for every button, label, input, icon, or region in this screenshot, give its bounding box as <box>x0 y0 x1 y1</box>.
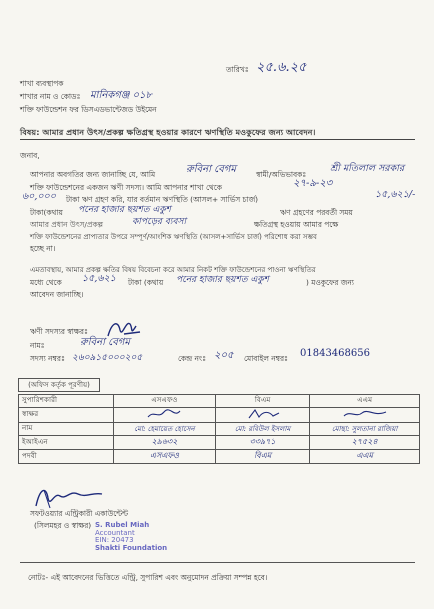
table-header: বিএম <box>215 395 309 408</box>
table-row <box>19 450 420 464</box>
p2-line3-text: আবেদন জানাচ্ছি। <box>30 290 84 299</box>
date-value: ২৫.৬.২৫ <box>256 60 307 75</box>
row-label: নাম <box>19 423 114 436</box>
table-header: সুপারিশকারী <box>19 395 114 408</box>
am-name: মোছা: সুলতানা রাজিয়া <box>310 423 420 436</box>
balance-in-words: পনের হাজার ছয়শত একুশ <box>78 205 171 215</box>
member-no-label: সদস্য নম্বরঃ <box>30 354 65 363</box>
p2-line2-text: মধ্যে থেকে <box>30 278 62 287</box>
waiver-amount: ১৫,৬২১ <box>82 273 116 284</box>
table-header-row <box>19 395 420 408</box>
bm-ein: ৩৩৯৭১ <box>215 436 309 450</box>
p2-line2-mid: টাকা (কথায় <box>128 278 164 287</box>
am-signature <box>310 408 420 423</box>
p2-line2-end: ) মওকুফের জন্য <box>306 278 354 287</box>
salutation: জনাব, <box>20 151 40 160</box>
p1-line7-text: হচ্ছে না। <box>30 244 56 253</box>
branch-label: শাখার নাম ও কোডঃ <box>20 92 81 101</box>
table-row <box>19 436 420 450</box>
waiver-in-words: পনের হাজার ছয়শত একুশ <box>176 275 269 285</box>
accountant-stamp <box>95 522 185 553</box>
table-row <box>19 408 420 423</box>
sfo-ein: ২৯৬৩২ <box>114 436 216 450</box>
addressee: শাখা ব্যবস্থাপক <box>20 79 64 88</box>
bm-designation: বিএম <box>215 450 309 464</box>
guardian-label: স্বামী/অভিভাবকঃ <box>256 170 307 179</box>
project-name: কাপড়ের ব্যবসা <box>132 217 187 227</box>
p1-line4-text: টাকা(কথায় <box>30 208 63 217</box>
loan-amount: ৬০,০০০ <box>22 191 56 202</box>
mobile-label: মোবাইল নম্বরঃ <box>244 354 288 363</box>
outstanding-balance: ১৫,৬২১/- <box>375 189 416 200</box>
stamp-line: Accountant <box>95 528 135 537</box>
recommendation-table <box>18 394 420 464</box>
footer-divider <box>20 562 415 563</box>
accountant-signature <box>30 482 110 512</box>
p1-line3-text: টাকা ঋণ গ্রহণ করি, যার বর্তমান ঋণস্থিতি (আসল+ সার্ভিস চার্জ) <box>66 195 259 204</box>
member-no: ২৬০৯১৫০০০২০৫ <box>72 353 143 363</box>
stamp-line: Shakti Foundation <box>95 544 168 553</box>
member-name: রুবিনা বেগম <box>80 337 130 348</box>
accountant-role: সফটওয়্যার এন্ট্রিকারী একাউন্টেন্ট <box>30 509 128 518</box>
sfo-signature <box>114 408 216 423</box>
member-name-label: নামঃ <box>30 341 45 350</box>
p1-line6-text: শক্তি ফাউন্ডেশনের প্রাপ্যতার উপরে সম্পূর্ণ/আংশিক ঋণস্থিতি (আসল+সার্ভিস চার্জ) পরিশোধ করা সম্ভব <box>30 233 317 241</box>
mobile-no: 01843468656 <box>300 348 370 359</box>
office-use-label: (অফিস কর্তৃক পূরণীয়) <box>18 378 100 392</box>
p1-line5-end: ক্ষতিগ্রস্থ হওয়ায় আমার পক্ষে <box>254 220 339 229</box>
bm-name: মো: রবিউল ইসলাম <box>215 423 309 436</box>
center-no: ২০৫ <box>214 350 234 361</box>
p1-line5-text: আমার প্রধান উৎস/প্রকল্প <box>30 220 103 229</box>
guardian-name: শ্রী মতিলাল সরকার <box>330 163 405 174</box>
sfo-name: মো: হেমায়েত হোসেন <box>114 423 216 436</box>
center-label: কেন্দ্র নংঃ <box>178 354 207 363</box>
seal-label: (সিলমহর ও স্বাক্ষর) <box>34 521 92 530</box>
subject-underline <box>20 139 415 140</box>
table-header: এএম <box>310 395 420 408</box>
applicant-name: রুবিনা বেগম <box>186 164 236 175</box>
row-label: পদবী <box>19 450 114 464</box>
p1-line2-text: শক্তি ফাউন্ডেশনের একজন ঋণী সদস্য। আমি আপনার শাখা থেকে <box>30 183 222 192</box>
member-signature-label: ঋণী সদস্যর স্বাক্ষরঃ <box>30 327 88 336</box>
branch-value: মানিকগঞ্জ ০১৮ <box>90 90 153 101</box>
table-row <box>19 423 420 436</box>
p1-line4-end: ঋণ গ্রহণের পরবর্তী সময় <box>280 208 353 217</box>
footer-note: নোটঃ- এই আবেদনের ভিত্তিতে এন্ট্রি, সুপারিশ এবং অনুমোদন প্রক্রিয়া সম্পন্ন হবে। <box>28 573 268 582</box>
row-label: স্বাক্ষর <box>19 408 114 423</box>
p1-line1-text: আপনার অবগতির জন্য জানাচ্ছি যে, আমি <box>30 170 156 179</box>
stamp-line: S. Rubel Miah <box>95 521 150 529</box>
stamp-line: EIN: 20473 <box>95 536 134 545</box>
date-label: তারিখঃ <box>226 65 249 74</box>
sfo-designation: এসএফও <box>114 450 216 464</box>
subject-line: বিষয়: আমার প্রধান উৎস/প্রকল্প ক্ষতিগ্রস্থ হওয়ার কারণে ঋণস্থিতি মওকুফের জন্য আবেদন। <box>20 127 316 137</box>
row-label: ইআইএন <box>19 436 114 450</box>
organization-line: শক্তি ফাউন্ডেশন ফর ডিসএডভান্টেজড উইমেন <box>20 105 157 114</box>
am-ein: ২৭৫২৪ <box>310 436 420 450</box>
table-header: এসএফও <box>114 395 216 408</box>
loan-date: ২৭-৯-২৩ <box>293 178 333 189</box>
p2-line1-text: এমতাবস্থায়, আমার প্রকল্প ক্ষতির বিষয় বিবেচনা করে আমার নিকট শক্তি ফাউন্ডেশনের পাওনা ঋণস্থিতির <box>30 266 316 274</box>
bm-signature <box>215 408 309 423</box>
am-designation: এএম <box>310 450 420 464</box>
